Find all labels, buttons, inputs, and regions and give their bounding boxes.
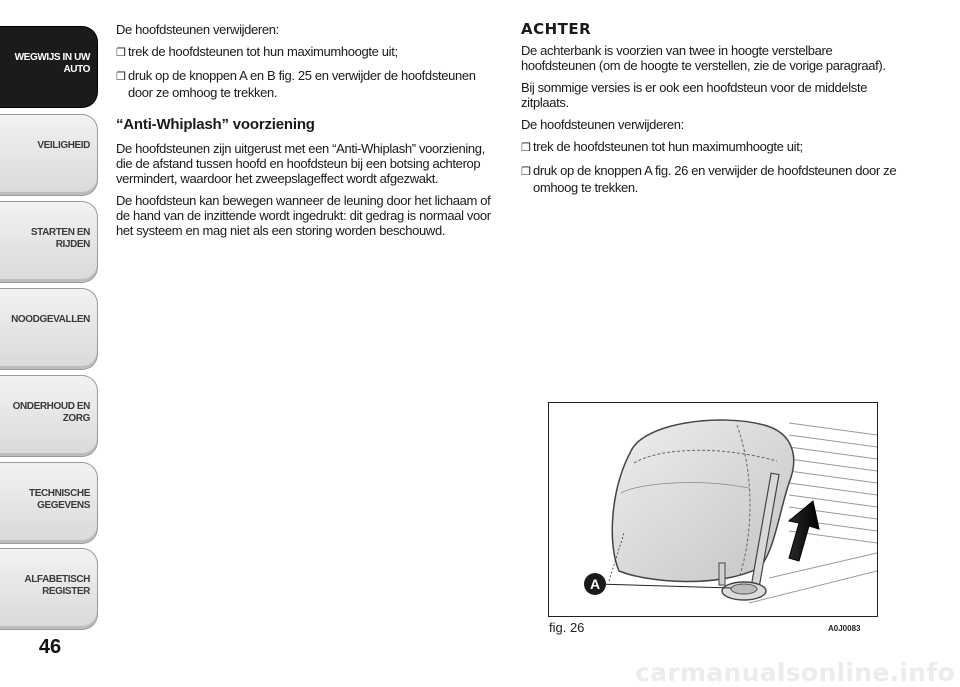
- checkbox-bullet-icon: ❒: [521, 166, 531, 178]
- figure-caption: fig. 26: [549, 620, 585, 635]
- bullet-item: ❒ trek de hoofdsteunen tot hun maximumhoogte uit;: [521, 139, 803, 154]
- tab-technische-gegevens[interactable]: [0, 462, 98, 544]
- tab-alfabetisch-register[interactable]: [0, 548, 98, 630]
- tab-wegwijs[interactable]: [0, 26, 98, 108]
- arrow-up-icon: [789, 501, 819, 561]
- checkbox-bullet-icon: ❒: [116, 47, 126, 59]
- paragraph: De achterbank is voorzien van twee in hoogte verstelbare hoofdsteunen (om de hoogte te verstellen, zie de vorige paragraaf).: [521, 43, 886, 73]
- tab-onderhoud-en-zorg[interactable]: [0, 375, 98, 457]
- tab-label: WEGWIJS IN UW AUTO: [14, 52, 90, 75]
- tab-label: ALFABETISCH REGISTER: [24, 574, 90, 597]
- left-column: [116, 22, 496, 245]
- right-column: [521, 22, 906, 202]
- tab-label: ONDERHOUD EN ZORG: [12, 401, 90, 424]
- tab-label: TECHNISCHE GEGEVENS: [28, 488, 90, 511]
- figure-code: A0J0083: [828, 624, 861, 633]
- tab-starten-en-rijden[interactable]: [0, 201, 98, 283]
- bullet-item: ❒ druk op de knoppen A fig. 26 en verwijder de hoofdsteunen door ze omhoog te trekken.: [521, 163, 897, 195]
- bullet-item: ❒ druk op de knoppen A en B fig. 25 en verwijder de hoofdsteunen door ze omhoog te trekken.: [116, 68, 476, 100]
- watermark: carmanualsonline.info: [635, 658, 955, 687]
- figure-headrest-removal: [548, 402, 878, 617]
- bullet-item: ❒ trek de hoofdsteunen tot hun maximumhoogte uit;: [116, 44, 398, 59]
- tab-label: NOODGEVALLEN: [11, 314, 90, 325]
- page-number: 46: [38, 636, 62, 658]
- tab-label: VEILIGHEID: [37, 140, 90, 151]
- paragraph: De hoofdsteunen zijn uitgerust met een “Anti-Whiplash” voorziening, die de afstand tussen hoofd en hoofdsteun bij een botsing achterop vermindert, waardoor het zweepslageffect wordt afgezwakt.: [116, 141, 485, 186]
- section-heading-achter: ACHTER: [521, 20, 592, 38]
- tab-label: STARTEN EN RIJDEN: [30, 227, 90, 250]
- checkbox-bullet-icon: ❒: [521, 142, 531, 154]
- callout-a-label: A: [589, 576, 601, 592]
- paragraph: De hoofdsteunen verwijderen:: [521, 117, 684, 132]
- paragraph: De hoofdsteun kan bewegen wanneer de leuning door het lichaam of de hand van de inzittende wordt ingedrukt: dit gedrag is normaal voor het systeem en mag niet als een storing worden beschouwd.: [116, 193, 491, 238]
- checkbox-bullet-icon: ❒: [116, 71, 126, 83]
- tab-noodgevallen[interactable]: [0, 288, 98, 370]
- intro-text: De hoofdsteunen verwijderen:: [116, 22, 279, 37]
- subheading-anti-whiplash: “Anti-Whiplash” voorziening: [116, 116, 315, 133]
- tab-veiligheid[interactable]: [0, 114, 98, 196]
- paragraph: Bij sommige versies is er ook een hoofdsteun voor de middelste zitplaats.: [521, 80, 868, 110]
